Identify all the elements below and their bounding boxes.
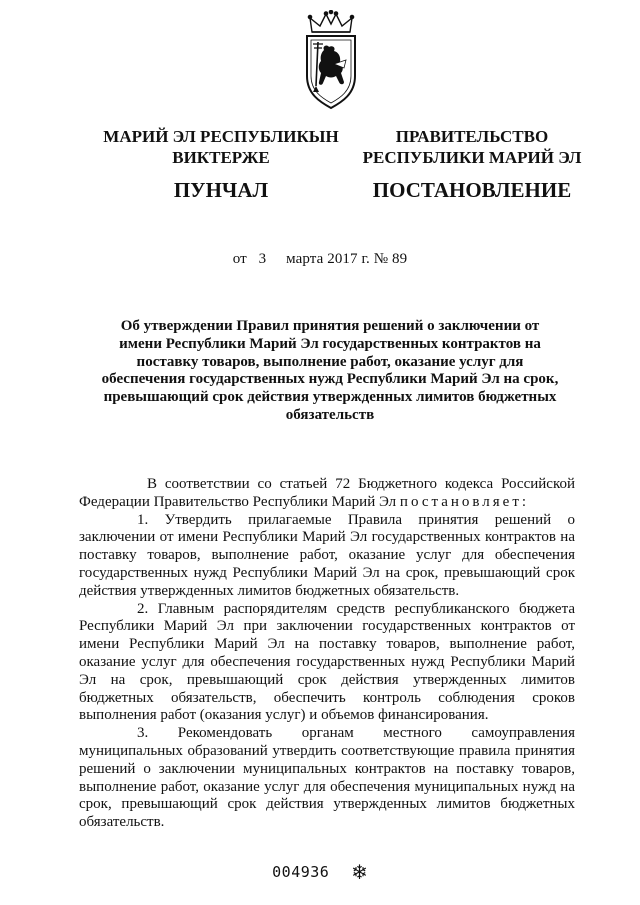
serial-number: 004936 <box>272 863 330 881</box>
date-prefix: от <box>232 251 247 267</box>
date-day: 3 <box>258 251 267 267</box>
crown-icon <box>308 10 353 32</box>
intro-text: В соответствии со статьей 72 Бюджетного кодекса Российской Федерации Правительство Республики Марий Эл <box>79 476 575 510</box>
document-title: Об утверждении Правил принятия решений о заключении от имени Республики Марий Эл государственных контрактов на поставку товаров, выполнение работ, оказание услуг для обеспечения государственных нужд Республики Марий Эл на срок, превышающий срок действия утвержденных лимитов бюджетных обязательств <box>101 318 559 423</box>
header-right-block <box>356 126 588 202</box>
date-month-year: марта 2017 г. № <box>286 251 389 267</box>
header-left-line1: МАРИЙ ЭЛ РЕСПУБЛИКЫН <box>103 127 339 146</box>
decree-word: постановляет: <box>399 493 530 510</box>
intro-paragraph <box>79 476 575 512</box>
paragraph-3: 3. Рекомендовать органам местного самоуправления муниципальных образований утвердить соответствующие правила принятия решений о заключении муниципальных контрактов на поставку товаров, выполнение работ, оказание услуг для обеспечения муниципальных нужд на срок, превышающий срок действия утвержденных лимитов бюджетных обязательств. <box>79 725 575 831</box>
footer <box>0 860 640 885</box>
header-right-title: ПОСТАНОВЛЕНИЕ <box>372 178 572 202</box>
header-right-line1: ПРАВИТЕЛЬСТВО <box>395 127 549 146</box>
header-right-line2: РЕСПУБЛИКИ МАРИЙ ЭЛ <box>362 148 582 167</box>
document-number: 89 <box>392 251 408 267</box>
date-line <box>0 251 640 268</box>
paragraph-2: 2. Главным распорядителям средств республиканского бюджета Республики Марий Эл при заключении государственных контрактов от имени Республики Марий Эл на поставку товаров, выполнение работ, оказание услуг для обеспечения государственных нужд Республики Марий Эл на срок, превышающий срок действия утвержденных лимитов бюджетных обязательств, обеспечить контроль соблюдения сроков выполнения работ (оказания услуг) и объемов финансирования. <box>79 600 575 724</box>
header-left-block <box>96 126 346 202</box>
paragraph-1: 1. Утвердить прилагаемые Правила принятия решений о заключении от имени Республики Марий Эл государственных контрактов на поставку товаров, выполнение работ, оказание услуг для обеспечения государственных нужд Республики Марий Эл на срок, превышающий срок действия утвержденных лимитов бюджетных обязательств. <box>79 511 575 599</box>
document-body <box>79 476 575 832</box>
snowflake-mark: ❄ <box>351 862 368 884</box>
header-left-line2: ВИКТЕРЖЕ <box>172 148 270 167</box>
header-left-title: ПУНЧАЛ <box>173 178 269 202</box>
coat-of-arms-emblem <box>300 10 362 110</box>
